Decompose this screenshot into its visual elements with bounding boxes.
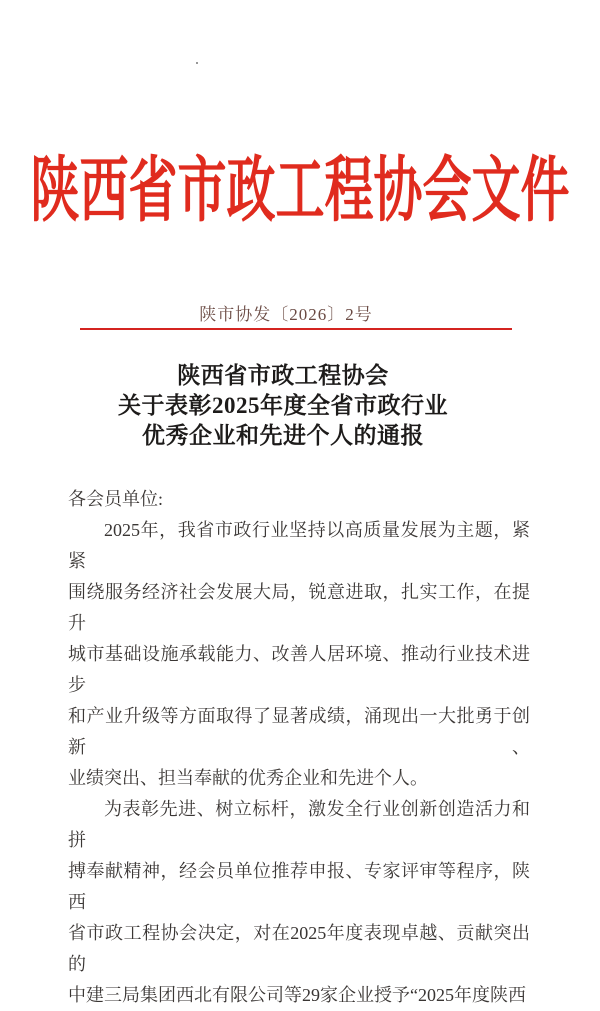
scan-speck-artifact (196, 62, 198, 64)
body-text-line: 城市基础设施承载能力、改善人居环境、推动行业技术进步 (68, 644, 530, 695)
body-text-line: 围绕服务经济社会发展大局，锐意进取，扎实工作，在提升 (68, 582, 530, 633)
body-text-line: 搏奉献精神，经会员单位推荐申报、专家评审等程序，陕西 (68, 861, 530, 912)
body-text-line: 中建三局集团西北有限公司等29家企业授予“2025年度陕西 (68, 985, 526, 1005)
body-text-line: 业绩突出、担当奉献的优秀企业和先进个人。 (68, 768, 428, 788)
document-title (0, 361, 566, 451)
body-text-line: 和产业升级等方面取得了显著成绩，涌现出一大批勇于创新、 (68, 706, 530, 757)
document-title-line-1: 陕西省市政工程协会 (177, 363, 389, 388)
body-paragraph-1 (68, 515, 530, 794)
body-text-line: 为表彰先进、树立标杆，激发全行业创新创造活力和拼 (68, 799, 530, 850)
document-body (68, 484, 530, 1011)
salutation: 各会员单位: (68, 489, 164, 509)
document-number: 陕市协发〔2026〕2号 (199, 305, 373, 324)
body-paragraph-2 (68, 794, 530, 1011)
red-letterhead-title: 陕西省市政工程协会文件 (30, 150, 570, 231)
document-title-line-2: 关于表彰2025年度全省市政行业 (118, 393, 448, 418)
document-title-line-3: 优秀企业和先进个人的通报 (142, 423, 424, 448)
body-text-line: 省市政工程协会决定，对在2025年度表现卓越、贡献突出的 (68, 923, 530, 974)
red-divider-rule (80, 328, 512, 330)
body-text-line: 2025年，我省市政行业坚持以高质量发展为主题，紧紧 (68, 520, 530, 571)
